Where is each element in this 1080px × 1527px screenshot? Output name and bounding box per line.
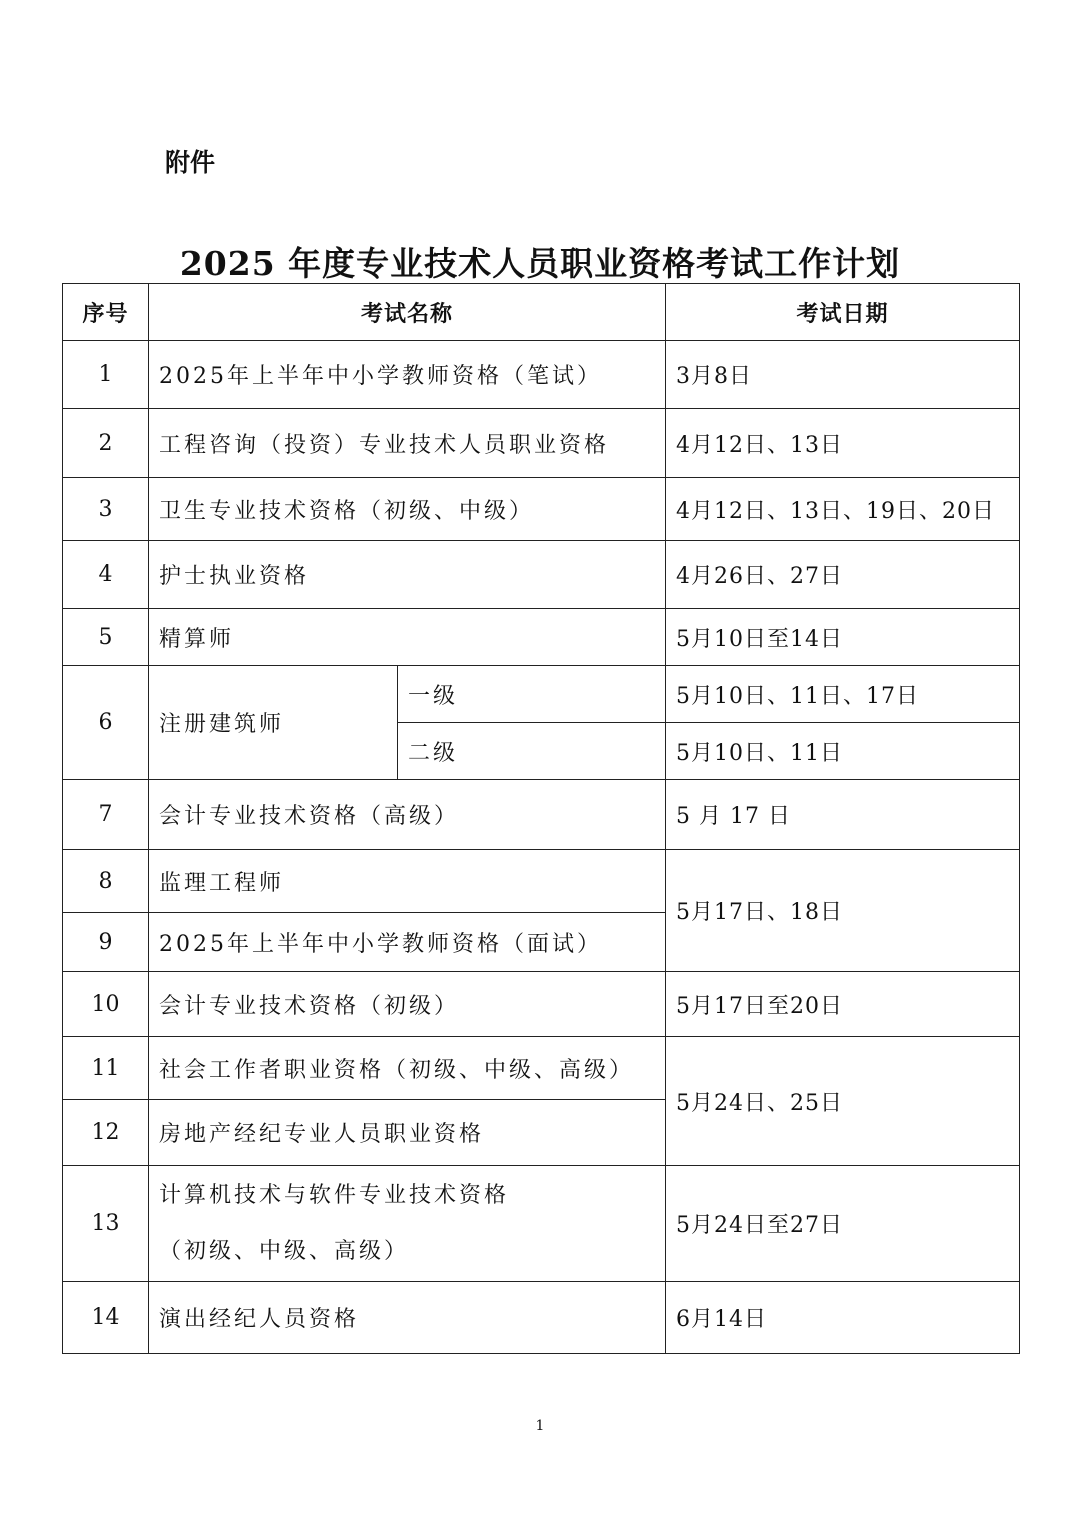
table-row [63, 850, 1020, 913]
table-header-row [63, 284, 1020, 341]
exam-name: 监理工程师 [149, 850, 666, 913]
exam-date: 5月10日、11日、17日 [666, 666, 1020, 723]
exam-date: 5 月 17 日 [666, 780, 1020, 850]
document-title: 2025 年度专业技术人员职业资格考试工作计划 [179, 244, 901, 283]
exam-name: 卫生专业技术资格（初级、中级） [149, 478, 666, 541]
table-row [63, 972, 1020, 1037]
table-row [63, 1282, 1020, 1354]
exam-name: 房地产经纪专业人员职业资格 [149, 1100, 666, 1166]
row-no: 12 [63, 1100, 149, 1166]
exam-date: 5月24日、25日 [666, 1037, 1020, 1166]
row-no: 14 [63, 1282, 149, 1354]
row-no: 1 [63, 341, 149, 409]
exam-name: 精算师 [149, 609, 666, 666]
exam-name: 注册建筑师 [149, 666, 398, 780]
exam-name: 2025年上半年中小学教师资格（面试） [149, 913, 666, 972]
row-no: 6 [63, 666, 149, 780]
exam-date: 4月12日、13日、19日、20日 [666, 478, 1020, 541]
header-date: 考试日期 [666, 284, 1020, 341]
exam-date: 6月14日 [666, 1282, 1020, 1354]
exam-date: 5月24日至27日 [666, 1166, 1020, 1282]
exam-name: 社会工作者职业资格（初级、中级、高级） [149, 1037, 666, 1100]
row-no: 9 [63, 913, 149, 972]
exam-date: 5月10日至14日 [666, 609, 1020, 666]
page-number: 1 [535, 1418, 545, 1434]
row-no: 4 [63, 541, 149, 609]
exam-name-line2: （初级、中级、高级） [159, 1238, 410, 1264]
row-no: 10 [63, 972, 149, 1037]
exam-date: 5月17日至20日 [666, 972, 1020, 1037]
exam-level: 二级 [398, 723, 666, 780]
exam-name: 演出经纪人员资格 [149, 1282, 666, 1354]
exam-name: 工程咨询（投资）专业技术人员职业资格 [149, 409, 666, 478]
exam-date: 4月26日、27日 [666, 541, 1020, 609]
exam-name [149, 1166, 666, 1282]
row-no: 11 [63, 1037, 149, 1100]
exam-name-line1: 计算机技术与软件专业技术资格 [159, 1182, 510, 1208]
exam-date: 5月17日、18日 [666, 850, 1020, 972]
table-row [63, 478, 1020, 541]
row-no: 7 [63, 780, 149, 850]
table-row [63, 780, 1020, 850]
table-row [63, 541, 1020, 609]
exam-schedule-table [62, 283, 1020, 1354]
table-row [63, 1037, 1020, 1100]
row-no: 8 [63, 850, 149, 913]
exam-level: 一级 [398, 666, 666, 723]
row-no: 13 [63, 1166, 149, 1282]
header-no: 序号 [63, 284, 149, 341]
row-no: 3 [63, 478, 149, 541]
exam-name: 2025年上半年中小学教师资格（笔试） [149, 341, 666, 409]
exam-name: 会计专业技术资格（高级） [149, 780, 666, 850]
attachment-label: 附件 [165, 148, 216, 177]
exam-date: 4月12日、13日 [666, 409, 1020, 478]
table-row [63, 341, 1020, 409]
table-row [63, 609, 1020, 666]
table-row [63, 1166, 1020, 1282]
exam-date: 3月8日 [666, 341, 1020, 409]
row-no: 2 [63, 409, 149, 478]
row-no: 5 [63, 609, 149, 666]
exam-date: 5月10日、11日 [666, 723, 1020, 780]
table-row [63, 666, 1020, 723]
exam-name: 护士执业资格 [149, 541, 666, 609]
header-name: 考试名称 [149, 284, 666, 341]
exam-name: 会计专业技术资格（初级） [149, 972, 666, 1037]
table-row [63, 409, 1020, 478]
